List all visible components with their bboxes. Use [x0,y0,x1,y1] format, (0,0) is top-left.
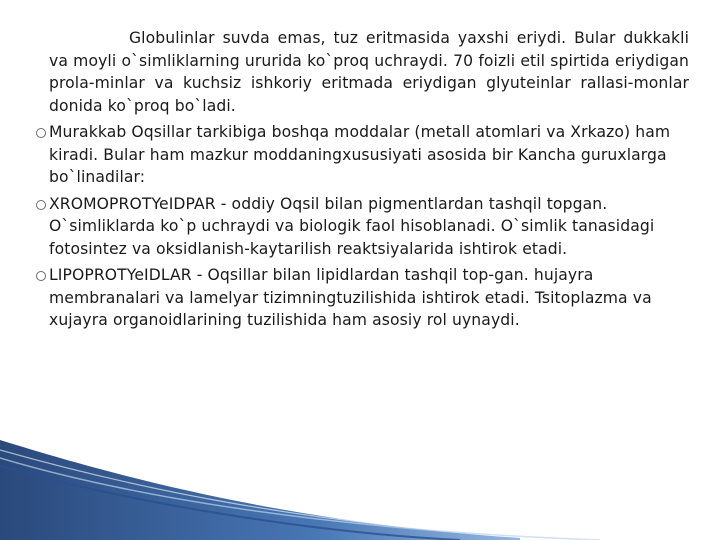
paragraph-globulins: Globulinlar suvda emas, tuz eritmasida yaxshi eriydi. Bular dukkakli va moyli o`simliklarning ururida ko`proq uchraydi. 70 foizli etil spirtida eriydigan prola-minlar va kuchsiz ishkoriy eritmada eriydigan glyuteinlar rallasi-monlar donida ko`proq bo`ladi. [49,29,689,115]
blue-swoosh-decoration [0,440,720,540]
hollow-circle-bullet-icon [36,271,46,281]
bullet-item-complex-proteins [49,121,689,189]
paragraph-complex-proteins: Murakkab Oqsillar tarkibiga boshqa moddalar (metall atomlari va Xrkazo) ham kiradi. Bular ham mazkur moddaningxususiyati asosida bir Kancha guruxlarga bo`linadilar: [49,123,671,186]
bullet-item-lipoproteins [49,264,689,332]
hollow-circle-bullet-icon [36,200,46,210]
hollow-circle-bullet-icon [36,128,46,138]
paragraph-chromoproteins: XROMOPROTYeIDPAR - oddiy Oqsil bilan pigmentlardan tashqil topgan. O`simliklarda ko`p uchraydi va biologik faol hisoblanadi. O`simlik tanasidagi fotosintez va oksidlanish-kaytarilish reaktsiyalarida ishtirok etadi. [49,194,655,258]
paragraph-lipoproteins: LIPOPROTYeIDLAR - Oqsillar bilan lipidlardan tashqil top-gan. hujayra membranalari va lamelyar tizimningtuzilishida ishtirok etadi. Tsitoplazma va xujayra organoidlarining tuzilishida ham asosiy rol uynaydi. [49,266,652,329]
bullet-item-chromoproteins [49,193,689,261]
text-body [49,27,689,332]
